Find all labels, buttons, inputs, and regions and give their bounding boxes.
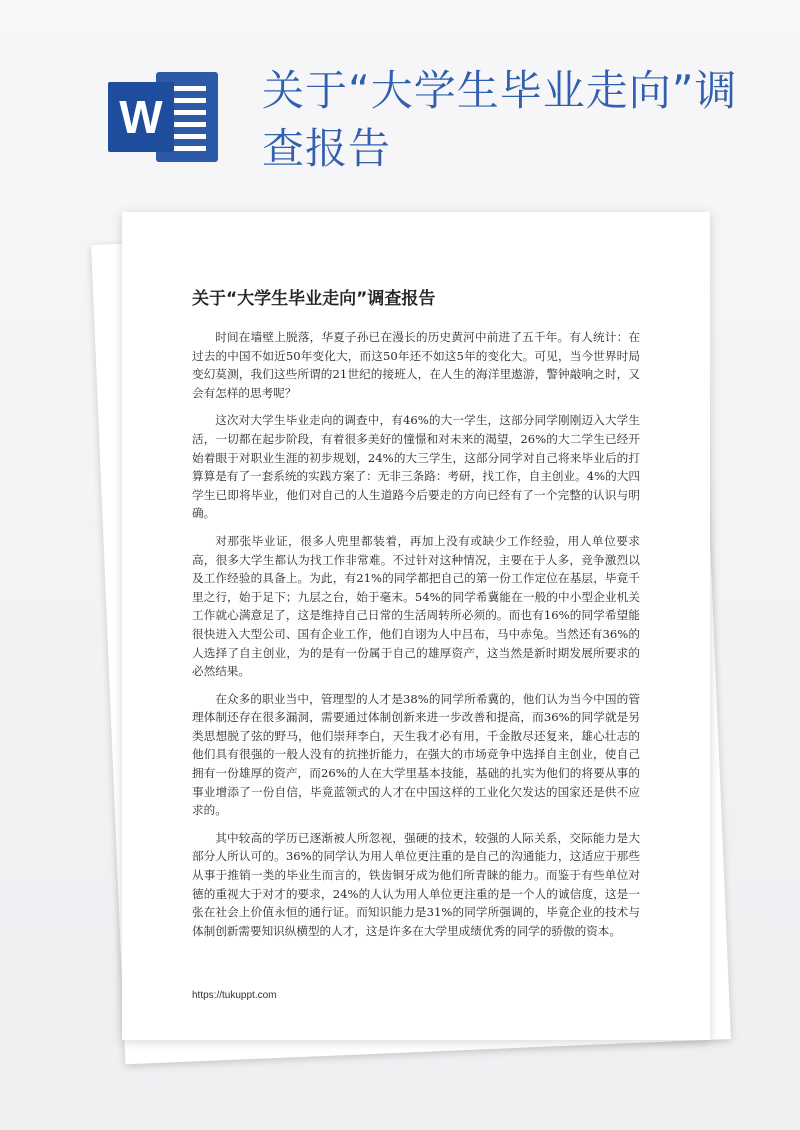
paragraph-grade-distribution: 这次对大学生毕业走向的调查中，有46%的大一学生，这部分同学刚刚迈入大学生活，一切都在起步阶段，有着很多美好的憧憬和对未来的渴望，26%的大二学生已经开始着眼于对职业生涯的初步规划，24%的大三学生，这部分同学对自己将来毕业后的打算算是有了一套系统的实践方案了：无非三条路：考研，找工作，自主创业。4%的大四学生已即将毕业，他们对自己的人生道路今后要走的方向已经有了一个完整的认识与明确。 bbox=[192, 413, 640, 521]
hero-title: 关于“大学生毕业走向”调查报告 bbox=[262, 66, 738, 173]
document-title: 关于“大学生毕业走向”调查报告 bbox=[192, 289, 436, 309]
paragraph-intro: 时间在墙壁上脱落，华夏子孙已在漫长的历史黄河中前进了五千年。有人统计：在过去的中国不如近50年变化大，而这50年还不如这5年的变化大。可见，当今世界时局变幻莫测，我们这些所谓的21世纪的接班人，在人生的海洋里遨游，警钟敲响之时，又会有怎样的思考呢？ bbox=[192, 330, 640, 400]
footer-url: https://tukuppt.com bbox=[192, 990, 277, 1001]
word-w-badge: W bbox=[108, 82, 174, 152]
document-body bbox=[192, 328, 640, 949]
document-page bbox=[122, 212, 710, 1040]
paragraph-job-positioning: 对那张毕业证，很多人兜里都装着，再加上没有或缺少工作经验，用人单位要求高，很多大学生都认为找工作非常难。不过针对这种情况，主要在于人多，竞争激烈以及工作经验的具备上。为此，有21%的同学都把自己的第一份工作定位在基层，毕竟千里之行，始于足下；九层之台，始于毫末。54%的同学希冀能在一般的中小型企业机关工作就心满意足了，这是维持自己日常的生活周转所必须的。而也有16%的同学希望能很快进入大型公司、国有企业工作，他们自诩为人中吕布，马中赤兔。当然还有36%的人选择了自主创业，为的是有一份属于自己的雄厚资产，这当然是新时期发展所要求的必然结果。 bbox=[192, 533, 640, 679]
word-document-icon bbox=[108, 72, 218, 162]
paragraph-career-types: 在众多的职业当中，管理型的人才是38%的同学所希冀的，他们认为当今中国的管理体制还存在很多漏洞，需要通过体制创新来进一步改善和提高，而36%的同学就是另类思想脱了弦的野马，他们崇拜李白，天生我才必有用，千金散尽还复来，雄心壮志的他们具有很强的一般人没有的抗挫折能力，在强大的市场竞争中选择自主创业，使自己拥有一份雄厚的资产，而26%的人在大学里基本技能，基础的扎实为他们的将要从事的事业增添了一份自信，毕竟蓝领式的人才在中国这样的工业化欠发达的国家还是供不应求的。 bbox=[192, 691, 640, 818]
paragraph-abilities: 其中较高的学历已逐渐被人所忽视，强硬的技术，较强的人际关系，交际能力是大部分人所认可的。36%的同学认为用人单位更注重的是自己的沟通能力，这适应于那些从事于推销一类的毕业生而言的，铁齿铜牙成为他们所青睐的能力。而鉴于有些单位对德的重视大于对才的要求，24%的人认为用人单位更注重的是一个人的诚信度，这是一张在社会上价值永恒的通行证。而知识能力是31%的同学所强调的，毕竟企业的技术与体制创新需要知识纵横型的人才，这是许多在大学里成绩优秀的同学的骄傲的资本。 bbox=[192, 830, 640, 938]
